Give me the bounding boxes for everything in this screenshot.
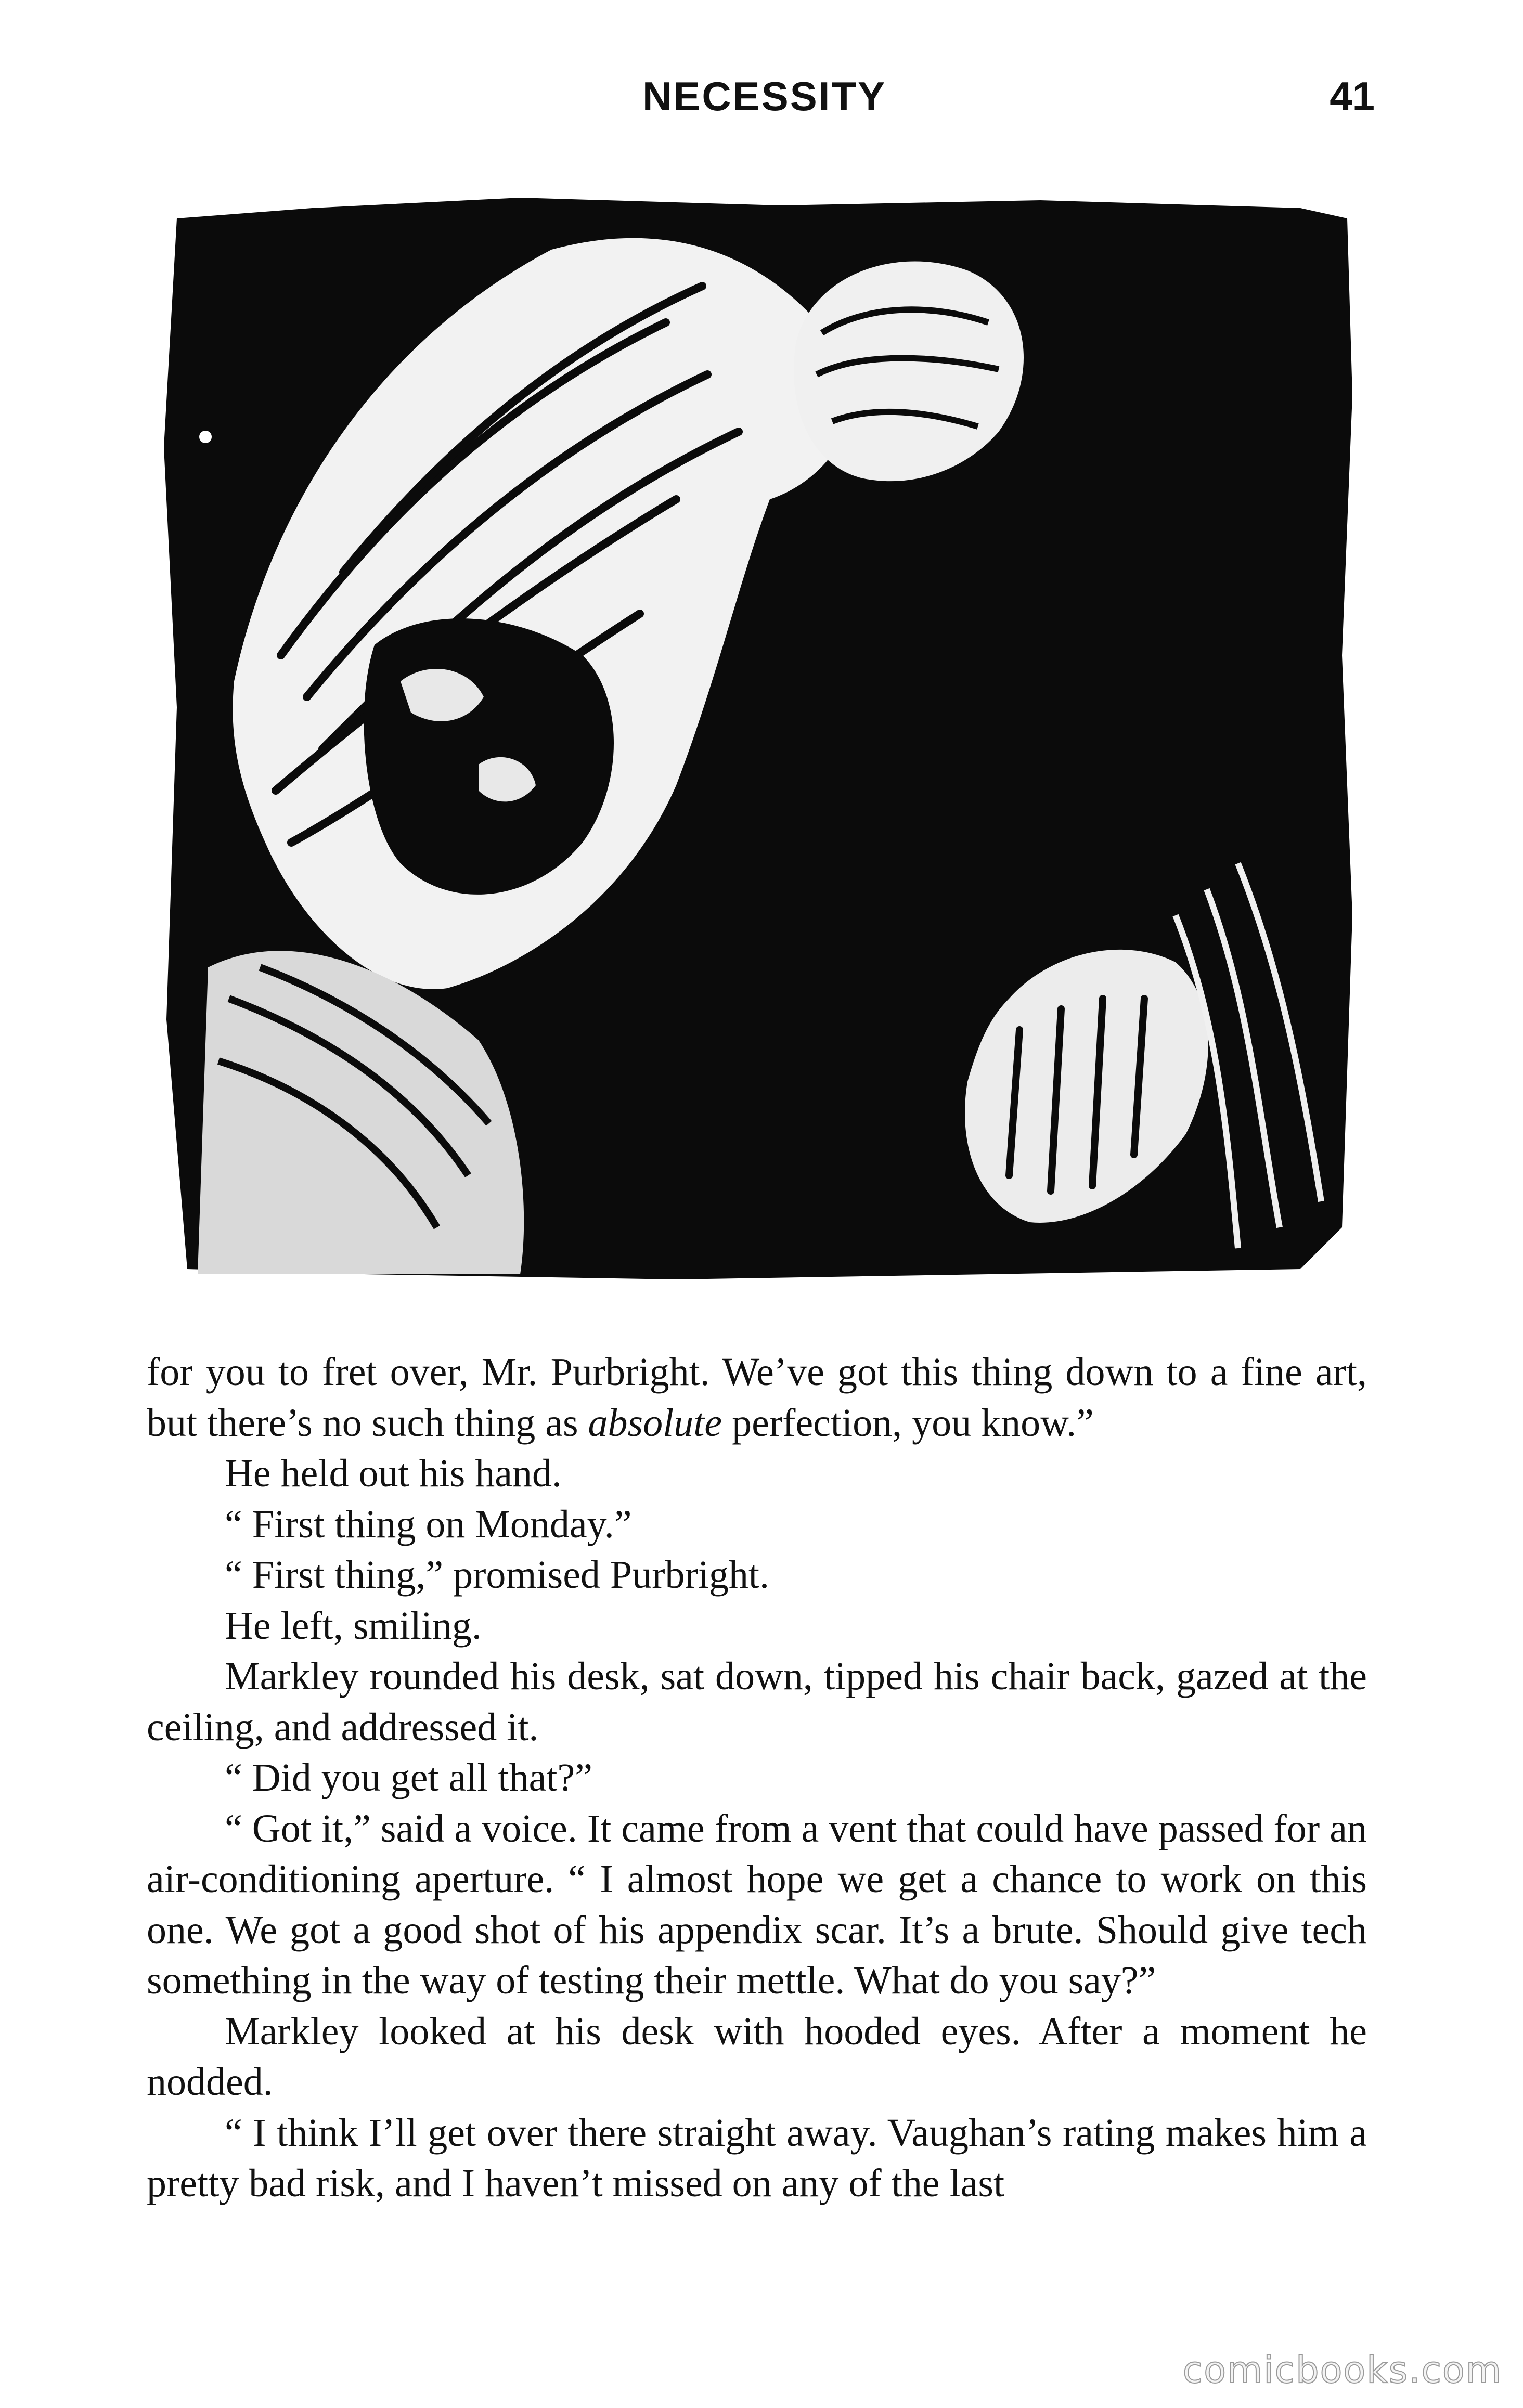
running-head (0, 73, 1523, 130)
watermark: comicbooks.com (1182, 2349, 1502, 2391)
page-number: 41 (1330, 73, 1375, 119)
paragraph: Markley rounded his desk, sat down, tipped his chair back, gazed at the ceiling, and addressed it. (147, 1654, 1367, 1749)
paragraph: “ First thing,” promised Purbright. (225, 1553, 770, 1597)
paragraph: “ First thing on Monday.” (225, 1502, 632, 1546)
running-title: NECESSITY (642, 73, 887, 119)
hooded-skeleton-illustration (156, 187, 1373, 1279)
paragraph: “ Got it,” said a voice. It came from a vent that could have passed for an air-conditioning aperture. “ I almost hope we get a chance to work on this one. We got a good shot of his appendix scar. It’s a brute. Should give tech something in the way of testing their mettle. What do you say?” (147, 1806, 1367, 2002)
paragraph: He held out his hand. (225, 1452, 562, 1495)
paragraph: Markley looked at his desk with hooded eyes. After a moment he nodded. (147, 2009, 1367, 2104)
emphasized-word: absolute (588, 1401, 722, 1445)
paragraph: “ I think I’ll get over there straight away. Vaughan’s rating makes him a pretty bad risk, and I haven’t missed on any of the last (147, 2111, 1367, 2205)
paragraph: for you to fret over, Mr. Purbright. We’ve got this thing down to a fine art, but there’s no such thing as absolute perfection, you know.” (147, 1350, 1367, 1445)
body-text (147, 1347, 1367, 2209)
illustration-svg (156, 187, 1373, 1279)
paragraph: “ Did you get all that?” (225, 1756, 592, 1799)
paragraph: He left, smiling. (225, 1603, 482, 1648)
